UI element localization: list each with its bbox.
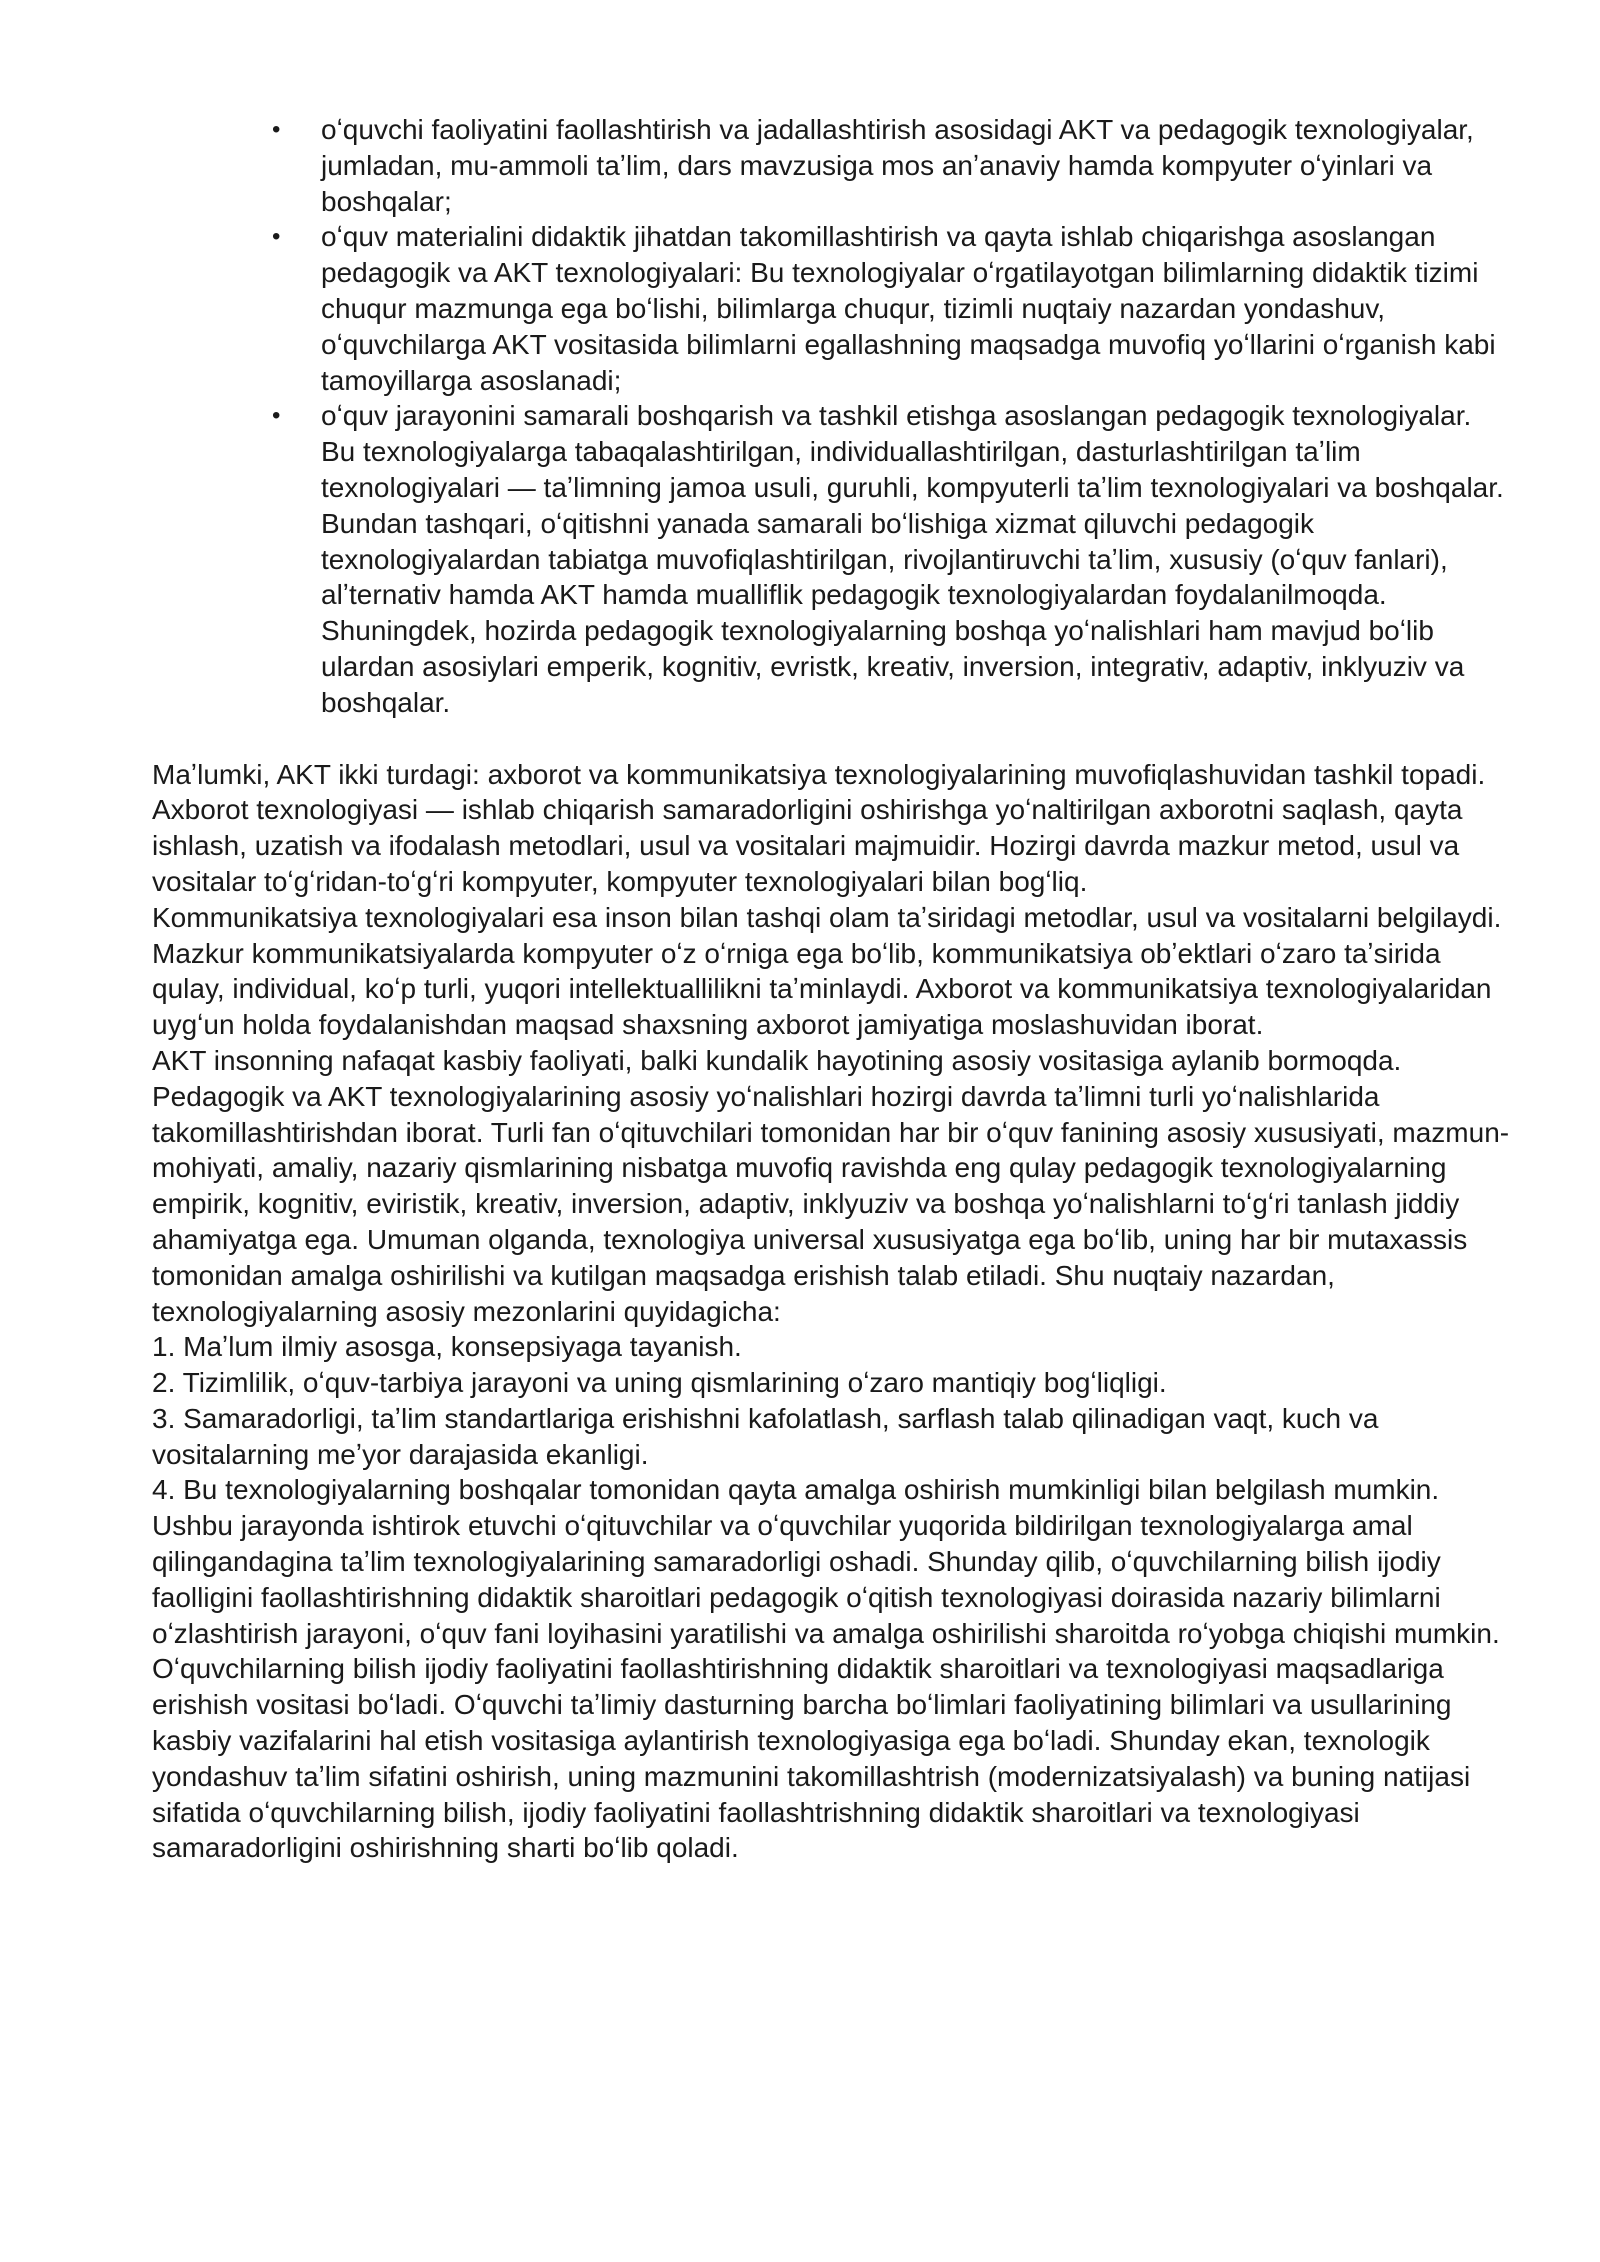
bullet-marker: •	[272, 116, 281, 143]
bullet-list	[152, 112, 1512, 721]
criteria-item-4: 4. Bu texnologiyalarning boshqalar tomonidan qayta amalga oshirish mumkinligi bilan belgilash mumkin.	[152, 1474, 1440, 1506]
bullet-item-2	[152, 219, 1512, 398]
criteria-item-1: 1. Maʼlum ilmiy asosga, konsepsiyaga tayanish.	[152, 1331, 742, 1363]
bullet-marker: •	[272, 223, 281, 251]
bullet-item-3	[152, 398, 1512, 720]
body-text	[152, 757, 1512, 1867]
criteria-item-3: 3. Samaradorligi, taʼlim standartlariga erishishni kafolatlash, sarflash talab qilinadigan vaqt, kuch va vositalarning meʼyor darajasida ekanligi.	[152, 1402, 1379, 1470]
paragraph-communication: Kommunikatsiya texnologiyalari esa inson bilan tashqi olam taʼsiridagi metodlar, usul va vositalarni belgilaydi. Mazkur kommunikatsiyalarda kompyuter oʻz oʻrniga ega boʻlib, kommunikatsiya obʼektlari oʻzaro taʼsirida qulay, individual, koʻp turli, yuqori intellektuallilikni taʼminlaydi. Axborot va kommunikatsiya texnologiyalaridan uygʻun holda foydalanishdan maqsad shaxsning axborot jamiyatiga moslashuvidan iborat.	[152, 901, 1502, 1041]
criteria-item-2: 2. Tizimlilik, oʻquv-tarbiya jarayoni va uning qismlarining oʻzaro mantiqiy bogʻliqligi.	[152, 1367, 1167, 1399]
paragraph-akt-role: AKT insonning nafaqat kasbiy faoliyati, balki kundalik hayotining asosiy vositasiga aylanib bormoqda. Pedagogik va AKT texnologiyalarining asosiy yoʻnalishlari hozirgi davrda taʼlimni turli yoʻnalishlarida takomillashtirishdan iborat. Turli fan oʻqituvchilari tomonidan har bir oʻquv fanining asosiy xususiyati, mazmun-mohiyati, amaliy, nazariy qismlarining nisbatga muvofiq ravishda eng qulay pedagogik texnologiyalarning empirik, kognitiv, eviristik, kreativ, inversion, adaptiv, inklyuziv va boshqa yoʻnalishlarni toʻgʻri tanlash jiddiy ahamiyatga ega. Umuman olganda, texnologiya universal xususiyatga ega boʻlib, uning har bir mutaxassis tomonidan amalga oshirilishi va kutilgan maqsadga erishish talab etiladi. Shu nuqtaiy nazardan, texnologiyalarning asosiy mezonlarini quyidagicha:	[152, 1044, 1510, 1327]
paragraph-akt-definition: Maʼlumki, AKT ikki turdagi: axborot va kommunikatsiya texnologiyalarining muvofiqlashuvidan tashkil topadi. Axborot texnologiyasi — ishlab chiqarish samaradorligini oshirishga yoʻnaltirilgan axborotni saqlash, qayta ishlash, uzatish va ifodalash metodlari, usul va vositalari majmuidir. Hozirgi davrda mazkur metod, usul va vositalar toʻgʻridan-toʻgʻri kompyuter, kompyuter texnologiyalari bilan bogʻliq.	[152, 758, 1486, 897]
paragraph-conclusion: Ushbu jarayonda ishtirok etuvchi oʻqituvchilar va oʻquvchilar yuqorida bildirilgan texnologiyalarga amal qilingandagina taʼlim texnologiyalarining samaradorligi oshadi. Shunday qilib, oʻquvchilarning bilish ijodiy faolligini faollashtirishning didaktik sharoitlari pedagogik oʻqitish texnologiyasi doirasida nazariy bilimlarni oʻzlashtirish jarayoni, oʻquv fani loyihasini yaratilishi va amalga oshirilishi sharoitda roʻyobga chiqishi mumkin. Oʻquvchilarning bilish ijodiy faoliyatini faollashtirishning didaktik sharoitlari va texnologiyasi maqsadlariga erishish vositasi boʻladi. Oʻquvchi taʼlimiy dasturning barcha boʻlimlari faoliyatining bilimlari va usullarining kasbiy vazifalarini hal etish vositasiga aylantirish texnologiyasiga ega boʻladi. Shunday ekan, texnologik yondashuv taʼlim sifatini oshirish, uning mazmunini takomillashtrish (modernizatsiyalash) va buning natijasi sifatida oʻquvchilarning bilish, ijodiy faoliyatini faollashtrishning didaktik sharoitlari va texnologiyasi samaradorligini oshirishning sharti boʻlib qoladi.	[152, 1510, 1500, 1864]
document-page	[152, 112, 1512, 1866]
bullet-item-1	[152, 112, 1512, 219]
bullet-marker: •	[272, 402, 281, 430]
bullet-text: oʻquvchi faoliyatini faollashtirish va jadallashtirish asosidagi AKT va pedagogik texnologiyalar, jumladan, mu-ammoli taʼlim, dars mavzusiga mos anʼanaviy hamda kompyuter oʻyinlari va boshqalar;	[321, 114, 1474, 217]
bullet-text: oʻquv jarayonini samarali boshqarish va tashkil etishga asoslangan pedagogik texnologiyalar. Bu texnologiyalarga tabaqalashtirilgan, individuallashtirilgan, dasturlashtirilgan taʼlim texnologiyalari — taʼlimning jamoa usuli, guruhli, kompyuterli taʼlim texnologiyalari va boshqalar. Bundan tashqari, oʻqitishni yanada samarali boʻlishiga xizmat qiluvchi pedagogik texnologiyalardan tabiatga muvofiqlashtirilgan, rivojlantiruvchi taʼlim, xususiy (oʻquv fanlari), alʼternativ hamda AKT hamda mualliflik pedagogik texnologiyalardan foydalanilmoqda. Shuningdek, hozirda pedagogik texnologiyalarning boshqa yoʻnalishlari ham mavjud boʻlib ulardan asosiylari emperik, kognitiv, evristk, kreativ, inversion, integrativ, adaptiv, inklyuziv va boshqalar.	[321, 400, 1504, 718]
bullet-text: oʻquv materialini didaktik jihatdan takomillashtirish va qayta ishlab chiqarishga asoslangan pedagogik va AKT texnologiyalari: Bu texnologiyalar oʻrgatilayotgan bilimlarning didaktik tizimi chuqur mazmunga ega boʻlishi, bilimlarga chuqur, tizimli nuqtaiy nazardan yondashuv, oʻquvchilarga AKT vositasida bilimlarni egallashning maqsadga muvofiq yoʻllarini oʻrganish kabi tamoyillarga asoslanadi;	[321, 221, 1496, 396]
